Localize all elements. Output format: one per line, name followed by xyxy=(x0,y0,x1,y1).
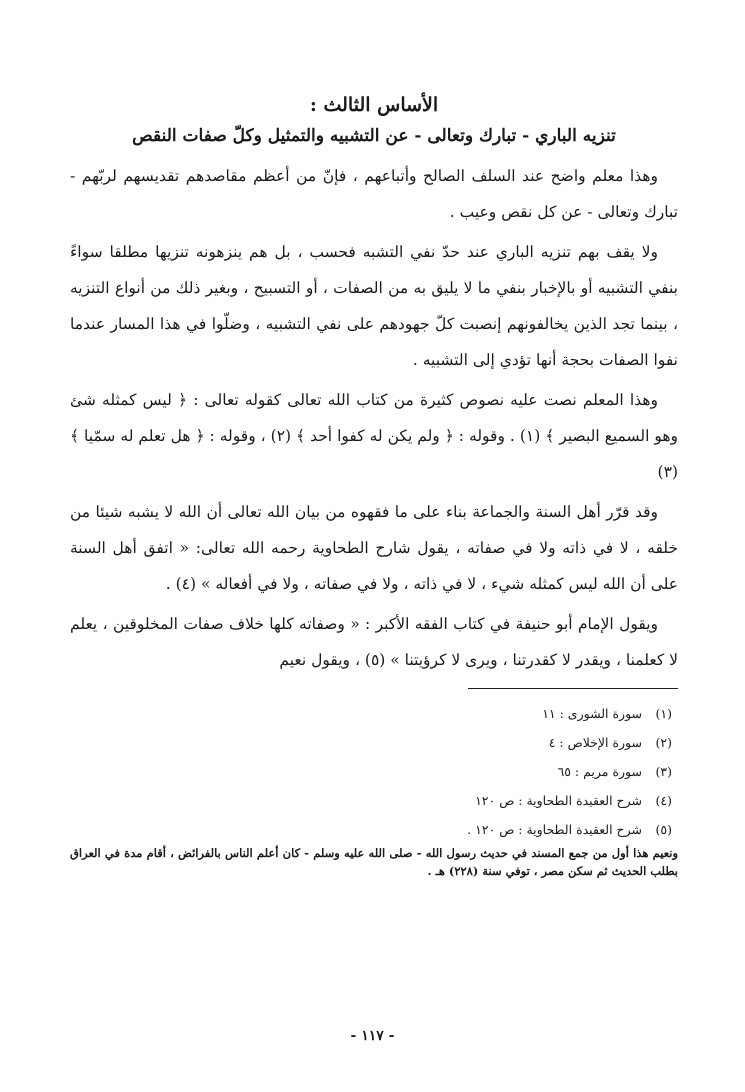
footnote-divider xyxy=(468,688,678,689)
paragraph-4: وقد قرّر أهل السنة والجماعة بناء على ما فقهوه من بيان الله تعالى أن الله لا يشبه شيئا من خلقه ، لا في ذاته ولا في صفاته ، يقول شارح الطحاوية رحمه الله تعالى: « اتفق أهل السنة على أن الله ليس كمثله شيء ، لا في ذاته ، ولا في صفاته ، ولا في أفعاله » (٤) . xyxy=(70,503,678,593)
footnote-number: (٣) xyxy=(655,764,672,779)
page-body xyxy=(70,90,678,880)
footnote-extra-note: ونعيم هذا أول من جمع المسند في حديث رسول الله - صلى الله عليه وسلم - كان أعلم الناس بالفرائض ، أقام مدة في العراق بطلب الحديث ثم سكن مصر ، توفي سنة (٢٢٨) هـ . xyxy=(70,846,678,878)
footnote-text: شرح العقيدة الطحاوية : ص ١٢٠ xyxy=(475,793,642,808)
footnote-text: شرح العقيدة الطحاوية : ص ١٢٠ . xyxy=(467,822,642,837)
section-heading: الأساس الثالث : xyxy=(309,94,439,116)
footnote-number: (٥) xyxy=(655,822,672,837)
paragraph-5: ويقول الإمام أبو حنيفة في كتاب الفقه الأكبر : « وصفاته كلها خلاف صفات المخلوقين ، يعلم لا كعلمنا ، ويقدر لا كقدرتنا ، ويرى لا كرؤيتنا » (٥) ، ويقول نعيم xyxy=(70,615,678,669)
paragraph-1: وهذا معلم واضح عند السلف الصالح وأتباعهم ، فإنّ من أعظم مقاصدهم تقديسهم لربّهم - تبارك وتعالى - عن كل نقص وعيب . xyxy=(70,167,678,221)
footnote-number: (٤) xyxy=(655,793,672,808)
footnote-text: سورة مريم : ٦٥ xyxy=(557,764,642,779)
paragraph-3: وهذا المعلم نصت عليه نصوص كثيرة من كتاب الله تعالى كقوله تعالى : ﴿ ليس كمثله شئ وهو السميع البصير ﴾ (١) . وقوله : ﴿ ولم يكن له كفوا أحد ﴾ (٢) ، وقوله : ﴿ هل تعلم له سمّيا ﴾ (٣) xyxy=(70,391,679,481)
footnote-5 xyxy=(70,815,678,844)
footnotes xyxy=(70,699,678,880)
footnote-4 xyxy=(70,786,678,815)
footnote-text: سورة الإخلاص : ٤ xyxy=(548,735,642,750)
section-subheading: تنزيه الباري - تبارك وتعالى - عن التشبيه والتمثيل وكلّ صفات النقص xyxy=(132,126,616,146)
footnote-number: (١) xyxy=(655,706,672,721)
footnote-1 xyxy=(70,699,678,728)
footnote-3 xyxy=(70,757,678,786)
footnote-2 xyxy=(70,728,678,757)
footnote-text: سورة الشورى : ١١ xyxy=(542,706,642,721)
footnote-number: (٢) xyxy=(655,735,672,750)
paragraph-2: ولا يقف بهم تنزيه الباري عند حدّ نفي التشبه فحسب ، بل هم ينزهونه تنزيها مطلقا سواءً بنفي التشبيه أو بالإخبار بنفي ما لا يليق به من الصفات ، أو التسبيح ، وبغير ذلك من أنواع التنزيه ، بينما تجد الذين يخالفونهم إنصبت كلّ جهودهم على نفي التشبيه ، وضلّوا في هذا المسار عندما نفوا الصفات بحجة أنها تؤدي إلى التشبيه . xyxy=(70,243,678,369)
page-number: - ١١٧ - xyxy=(350,1028,395,1044)
